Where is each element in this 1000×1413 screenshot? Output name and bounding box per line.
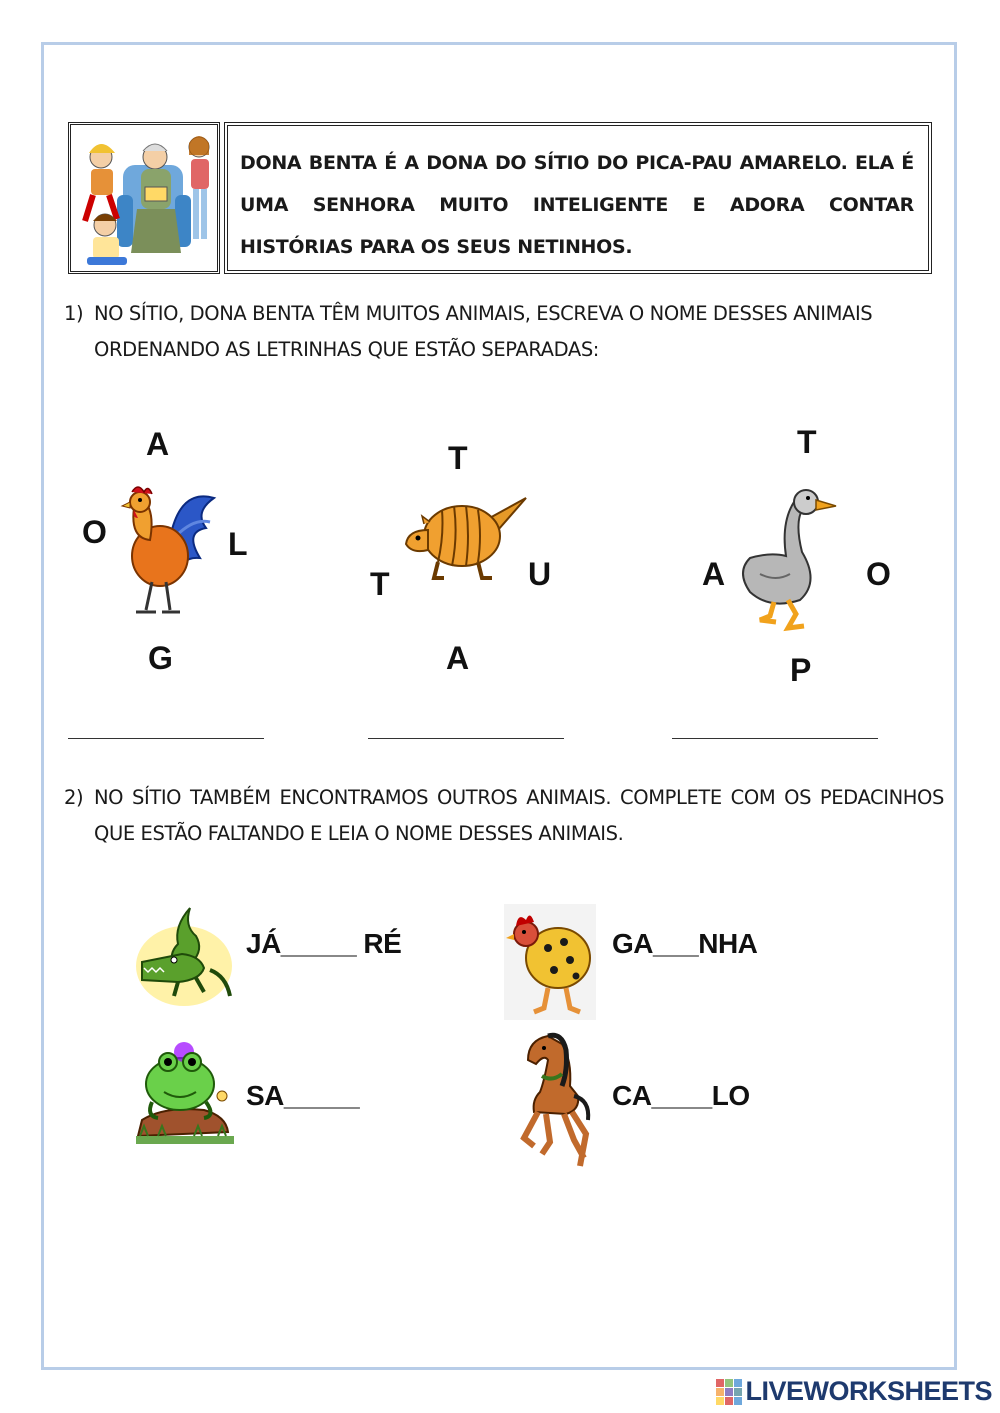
header-text: DONA BENTA É A DONA DO SÍTIO DO PICA-PAU AMARELO. ELA É UMA SENHORA MUITO INTELIGENTE E ADORA CONTAR HISTÓRIAS PARA OS SEUS NETINHOS. [224, 122, 932, 274]
hen-icon [504, 904, 596, 1020]
rooster-letter-left: O [82, 514, 107, 550]
word-horse: CA____LO [612, 1080, 750, 1111]
goose-letter-top: T [797, 424, 817, 460]
armadillo-icon [402, 490, 530, 586]
question-1 [64, 296, 944, 368]
question-text: NO SÍTIO, DONA BENTA TÊM MUITOS ANIMAIS, ESCREVA O NOME DESSES ANIMAIS ORDENANDO AS LETRINHAS QUE ESTÃO SEPARADAS: [94, 302, 873, 361]
rooster-letter-right: L [228, 526, 248, 562]
armadillo-letter-right: U [528, 556, 552, 592]
alligator-icon [134, 896, 234, 1012]
horse-icon [514, 1030, 594, 1176]
brand-name: LIVEWORKSHEETS [745, 1376, 992, 1406]
answer-line-goose[interactable] [672, 738, 878, 739]
liveworksheets-logo [716, 1376, 992, 1407]
word-frog: SA_____ [246, 1080, 360, 1111]
goose-icon [740, 482, 840, 632]
answer-line-rooster[interactable] [68, 738, 264, 739]
armadillo-letter-bottom: A [446, 640, 470, 676]
frog-icon [134, 1040, 234, 1144]
answer-line-armadillo[interactable] [368, 738, 564, 739]
rooster-icon [110, 478, 222, 618]
armadillo-letter-left: T [370, 566, 390, 602]
liveworksheets-grid-icon [716, 1379, 742, 1405]
armadillo-letter-top: T [448, 440, 468, 476]
question-number: 1) [64, 302, 84, 325]
question-2 [64, 780, 944, 852]
rooster-letter-top: A [146, 426, 170, 462]
goose-letter-right: O [866, 556, 891, 592]
header-illustration [68, 122, 220, 274]
goose-letter-bottom: P [790, 652, 812, 688]
goose-letter-left: A [702, 556, 726, 592]
dona-benta-family-icon [71, 125, 217, 271]
word-alligator: JÁ_____ RÉ [246, 928, 402, 959]
question-number: 2) [64, 786, 84, 809]
word-hen: GA___NHA [612, 928, 758, 959]
question-text: NO SÍTIO TAMBÉM ENCONTRAMOS OUTROS ANIMAIS. COMPLETE COM OS PEDACINHOS QUE ESTÃO FALTANDO E LEIA O NOME DESSES ANIMAIS. [94, 786, 944, 845]
rooster-letter-bottom: G [148, 640, 173, 676]
